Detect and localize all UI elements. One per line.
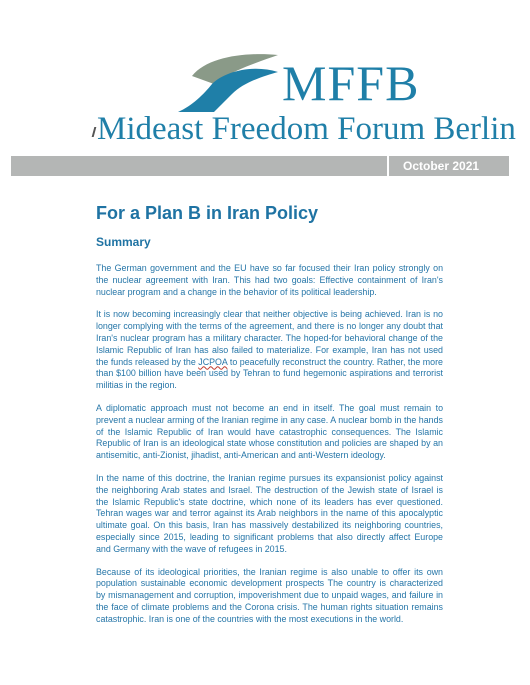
paragraph-text: It is now becoming increasingly clear that neither objective is being achieved. Iran is no longer complying with the terms of the agreement, and there is no longer any doubt that Iran's nuclear program has a military character. The hoped-for behavioral change of the Islamic Republic of Iran has also failed to materialize. For example, Iran has not used the funds released by the [96, 309, 443, 367]
mffb-logo-icon [178, 50, 278, 114]
header-mark [92, 127, 97, 137]
section-heading: Summary [96, 235, 151, 249]
brand-name: MFFB [282, 55, 420, 111]
paragraph: In the name of this doctrine, the Iranian regime pursues its expansionist policy against the neighboring Arab states and Israel. The destruction of the Jewish state of Israel is the Islamic Republic's state doctrine, which none of its leaders has ever questioned. Tehran wages war and terror against its Arab neighbors in the name of this apocalyptic ultimate goal. On this basis, Iran has massively destabilized its neighboring countries, especially since 2015, leading to significant problems that also directly affect Europe and Germany with the wave of refugees in 2015. [96, 472, 443, 554]
spellcheck-marked-word: JCPOA [198, 356, 228, 367]
document-body [96, 263, 443, 637]
paragraph: The German government and the EU have so far focused their Iran policy strongly on the nuclear agreement with Iran. This had two goals: Effective containment of Iran's nuclear program and a change in the behavior of its political leadership. [96, 263, 443, 297]
paragraph: Because of its ideological priorities, the Iranian regime is also unable to offer its own population sustainable economic development prospects The country is characterized by mismanagement and corruption, impoverishment due to unpaid wages, and failure in the face of climate problems and the Corona crisis. The human rights situation remains catastrophic. Iran is one of the countries with the most executions in the world. [96, 566, 443, 624]
organization-name: Mideast Freedom Forum Berlin [97, 111, 516, 147]
paragraph [96, 309, 443, 392]
publication-date: October 2021 [403, 159, 480, 173]
paragraph: A diplomatic approach must not become an end in itself. The goal must remain to prevent a nuclear arming of the Iranian regime in any case. A nuclear bomb in the hands of the Islamic Republic of Iran would have catastrophic consequences. The Islamic Republic of Iran is an ideological state whose constitution and policies are shaped by an antisemitic, anti-Zionist, jihadist, anti-American and anti-Western ideology. [96, 402, 443, 461]
header-bar-separator [387, 156, 389, 176]
paragraph-text: to peacefully reconstruct the country. Rather, the more than $100 billion have been used by Tehran to fund hegemonic aspirations and terrorist militias in the region. [96, 356, 443, 391]
document-title: For a Plan B in Iran Policy [96, 203, 319, 223]
